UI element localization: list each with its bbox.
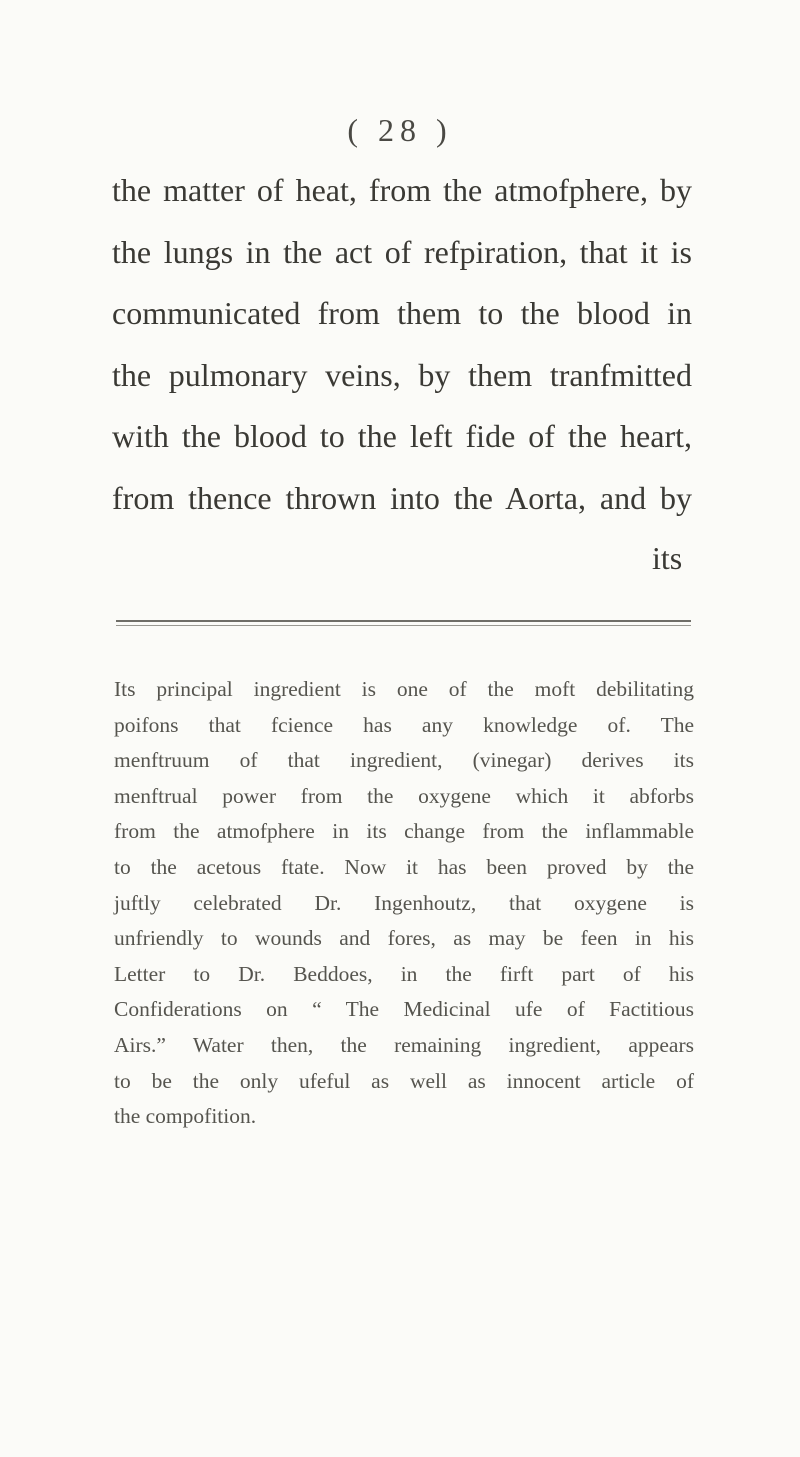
page-number: ( 28 ) [347,112,453,148]
footnote-line: Letter to Dr. Beddoes, in the firft part of his [114,961,694,986]
main-text-line: the matter of heat, from the atmofphere, by [112,172,692,208]
footnote-line: to be the only ufeful as well as innocent article of [114,1068,694,1093]
footnote-line: menftruum of that ingredient, (vinegar) derives its [114,748,694,773]
footnote-line: menftrual power from the oxygene which it abforbs [114,783,694,808]
footnote [114,672,694,1135]
main-text-line: the pulmonary veins, by them tranfmitted [112,356,692,393]
footnote-line: Its principal ingredient is one of the moft debilitating [114,677,694,701]
catchword: its [652,540,683,576]
footnote-line: poifons that fcience has any knowledge of. The [114,712,694,737]
main-text [112,160,692,529]
footnote-line: the compofition. [114,1104,257,1129]
footnote-line: to the acetous ftate. Now it has been proved by the [114,854,694,879]
main-text-line: the lungs in the act of refpiration, that it is [112,233,692,270]
footnote-line: from the atmofphere in its change from the inflammable [114,819,694,844]
footnote-divider [116,620,691,626]
main-text-line: with the blood to the left fide of the heart, [112,418,692,454]
main-text-line: communicated from them to the blood in [112,295,692,331]
footnote-line: Confiderations on “ The Medicinal ufe of Factitious [114,997,694,1022]
footnote-line: juftly celebrated Dr. Ingenhoutz, that oxygene is [114,890,694,915]
main-text-line: from thence thrown into the Aorta, and by [112,479,692,516]
footnote-line: unfriendly to wounds and fores, as may be feen in his [114,926,694,951]
footnote-line: Airs.” Water then, the remaining ingredient, appears [114,1032,694,1057]
